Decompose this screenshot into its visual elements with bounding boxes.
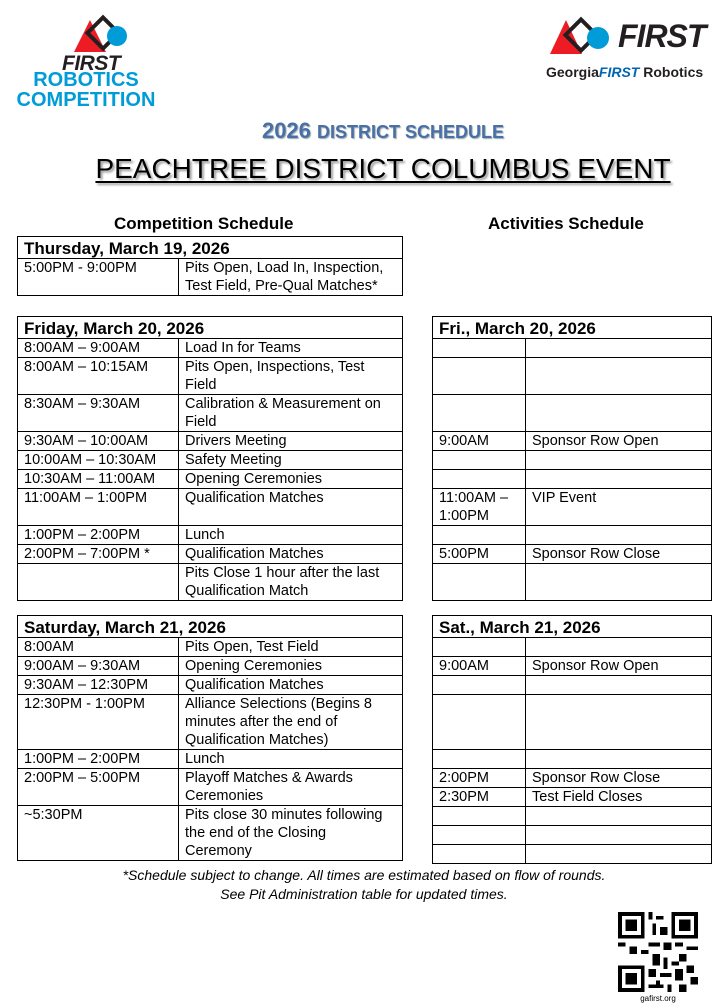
frc-first-word: FIRST (62, 52, 121, 75)
table-row (433, 638, 712, 657)
time-cell: 2:30PM (433, 788, 526, 807)
event-cell: Sponsor Row Close (526, 545, 712, 564)
ga-first-word: FIRST (618, 18, 706, 54)
table-row (18, 695, 403, 750)
table-row (18, 470, 403, 489)
saturday-table (17, 615, 403, 861)
time-cell: 5:00PM (433, 545, 526, 564)
time-cell: 10:30AM – 11:00AM (18, 470, 179, 489)
time-cell (433, 826, 526, 845)
table-row (433, 826, 712, 845)
time-cell (433, 676, 526, 695)
time-cell: 11:00AM – 1:00PM (18, 489, 179, 526)
table-row (433, 845, 712, 864)
district-schedule-title: 2026 DISTRICT SCHEDULE (261, 118, 505, 143)
event-cell: Qualification Matches (179, 676, 403, 695)
event-cell (526, 845, 712, 864)
table-row (433, 470, 712, 489)
event-cell: Drivers Meeting (179, 432, 403, 451)
event-cell: Opening Ceremonies (179, 470, 403, 489)
thursday-header: Thursday, March 19, 2026 (18, 237, 403, 259)
saturday-header: Saturday, March 21, 2026 (18, 616, 403, 638)
friday-table (17, 316, 403, 601)
event-cell (526, 638, 712, 657)
event-cell: Alliance Selections (Begins 8 minutes after the end of Qualification Matches) (179, 695, 403, 750)
table-row (433, 750, 712, 769)
qr-code-icon[interactable] (618, 912, 698, 992)
event-cell (526, 826, 712, 845)
ga-subtitle: GeorgiaFIRST Robotics (546, 64, 704, 80)
event-cell (526, 395, 712, 432)
time-cell: 9:00AM (433, 657, 526, 676)
schedule-footnote: *Schedule subject to change. All times are estimated based on flow of rounds. See Pit Administration table for updated times. (122, 867, 606, 902)
event-cell: Safety Meeting (179, 451, 403, 470)
table-row (18, 339, 403, 358)
event-title: PEACHTREE DISTRICT COLUMBUS EVENT (95, 153, 671, 184)
time-cell (433, 451, 526, 470)
table-row (433, 695, 712, 750)
event-cell: Sponsor Row Open (526, 657, 712, 676)
table-row (433, 358, 712, 395)
activities-schedule-heading: Activities Schedule (488, 214, 644, 233)
table-row (433, 432, 712, 451)
qr-url-label: gafirst.org (640, 994, 676, 1003)
table-row (18, 451, 403, 470)
table-row (18, 358, 403, 395)
event-cell (526, 807, 712, 826)
time-cell: 9:00AM – 9:30AM (18, 657, 179, 676)
time-cell (433, 358, 526, 395)
table-row (433, 769, 712, 788)
event-cell: Sponsor Row Open (526, 432, 712, 451)
event-cell: Calibration & Measurement on Field (179, 395, 403, 432)
time-cell: 8:00AM (18, 638, 179, 657)
table-row (433, 657, 712, 676)
competition-schedule-heading: Competition Schedule (114, 214, 294, 233)
table-row (433, 489, 712, 526)
table-row (18, 769, 403, 806)
event-cell: Pits Open, Inspections, Test Field (179, 358, 403, 395)
time-cell (433, 750, 526, 769)
time-cell (433, 526, 526, 545)
event-cell (526, 695, 712, 750)
table-row (18, 259, 403, 296)
frc-competition-word: COMPETITION (16, 89, 156, 111)
table-row (433, 526, 712, 545)
table-row (433, 545, 712, 564)
table-row (18, 564, 403, 601)
event-cell (526, 526, 712, 545)
event-cell: Playoff Matches & Awards Ceremonies (179, 769, 403, 806)
time-cell (433, 395, 526, 432)
event-cell (526, 358, 712, 395)
time-cell: 1:00PM – 2:00PM (18, 526, 179, 545)
time-cell (433, 564, 526, 601)
time-cell: 5:00PM - 9:00PM (18, 259, 179, 296)
event-cell: Sponsor Row Close (526, 769, 712, 788)
event-cell (526, 750, 712, 769)
time-cell: 9:30AM – 12:30PM (18, 676, 179, 695)
table-row (18, 489, 403, 526)
table-row (433, 451, 712, 470)
table-row (18, 750, 403, 769)
table-row (18, 545, 403, 564)
table-row (433, 676, 712, 695)
time-cell: 2:00PM – 7:00PM * (18, 545, 179, 564)
thursday-table (17, 236, 403, 296)
event-cell: Pits Open, Test Field (179, 638, 403, 657)
time-cell: 11:00AM – 1:00PM (433, 489, 526, 526)
frc-logo (16, 12, 156, 112)
time-cell: 9:30AM – 10:00AM (18, 432, 179, 451)
time-cell (433, 695, 526, 750)
table-row (433, 807, 712, 826)
time-cell: 8:30AM – 9:30AM (18, 395, 179, 432)
georgia-first-logo (546, 12, 714, 88)
table-row (18, 638, 403, 657)
friday-activities-header: Fri., March 20, 2026 (433, 317, 712, 339)
saturday-activities-header: Sat., March 21, 2026 (433, 616, 712, 638)
event-cell: Pits close 30 minutes following the end of the Closing Ceremony (179, 806, 403, 861)
event-cell (526, 451, 712, 470)
time-cell: 10:00AM – 10:30AM (18, 451, 179, 470)
friday-header: Friday, March 20, 2026 (18, 317, 403, 339)
event-cell: Pits Close 1 hour after the last Qualification Match (179, 564, 403, 601)
event-cell: Opening Ceremonies (179, 657, 403, 676)
table-row (18, 526, 403, 545)
event-cell: Qualification Matches (179, 489, 403, 526)
table-row (18, 432, 403, 451)
event-cell (526, 564, 712, 601)
event-cell: Lunch (179, 750, 403, 769)
time-cell: 8:00AM – 10:15AM (18, 358, 179, 395)
table-row (433, 339, 712, 358)
table-row (18, 676, 403, 695)
table-row (433, 564, 712, 601)
time-cell: 12:30PM - 1:00PM (18, 695, 179, 750)
time-cell: 1:00PM – 2:00PM (18, 750, 179, 769)
time-cell (433, 807, 526, 826)
time-cell: ~5:30PM (18, 806, 179, 861)
time-cell: 2:00PM – 5:00PM (18, 769, 179, 806)
time-cell (18, 564, 179, 601)
event-cell: Test Field Closes (526, 788, 712, 807)
event-cell (526, 339, 712, 358)
time-cell (433, 638, 526, 657)
time-cell: 2:00PM (433, 769, 526, 788)
table-row (18, 395, 403, 432)
friday-activities-table (432, 316, 712, 601)
event-cell: Pits Open, Load In, Inspection, Test Field, Pre-Qual Matches* (179, 259, 403, 296)
saturday-activities-table (432, 615, 712, 864)
event-cell (526, 470, 712, 489)
event-cell: Load In for Teams (179, 339, 403, 358)
event-cell: VIP Event (526, 489, 712, 526)
table-row (18, 806, 403, 861)
event-cell: Qualification Matches (179, 545, 403, 564)
time-cell: 9:00AM (433, 432, 526, 451)
table-row (433, 788, 712, 807)
table-row (433, 395, 712, 432)
event-cell: Lunch (179, 526, 403, 545)
time-cell (433, 845, 526, 864)
time-cell: 8:00AM – 9:00AM (18, 339, 179, 358)
time-cell (433, 470, 526, 489)
time-cell (433, 339, 526, 358)
event-cell (526, 676, 712, 695)
table-row (18, 657, 403, 676)
first-logo-icon (548, 14, 614, 58)
frc-robotics-word: ROBOTICS (33, 69, 139, 91)
